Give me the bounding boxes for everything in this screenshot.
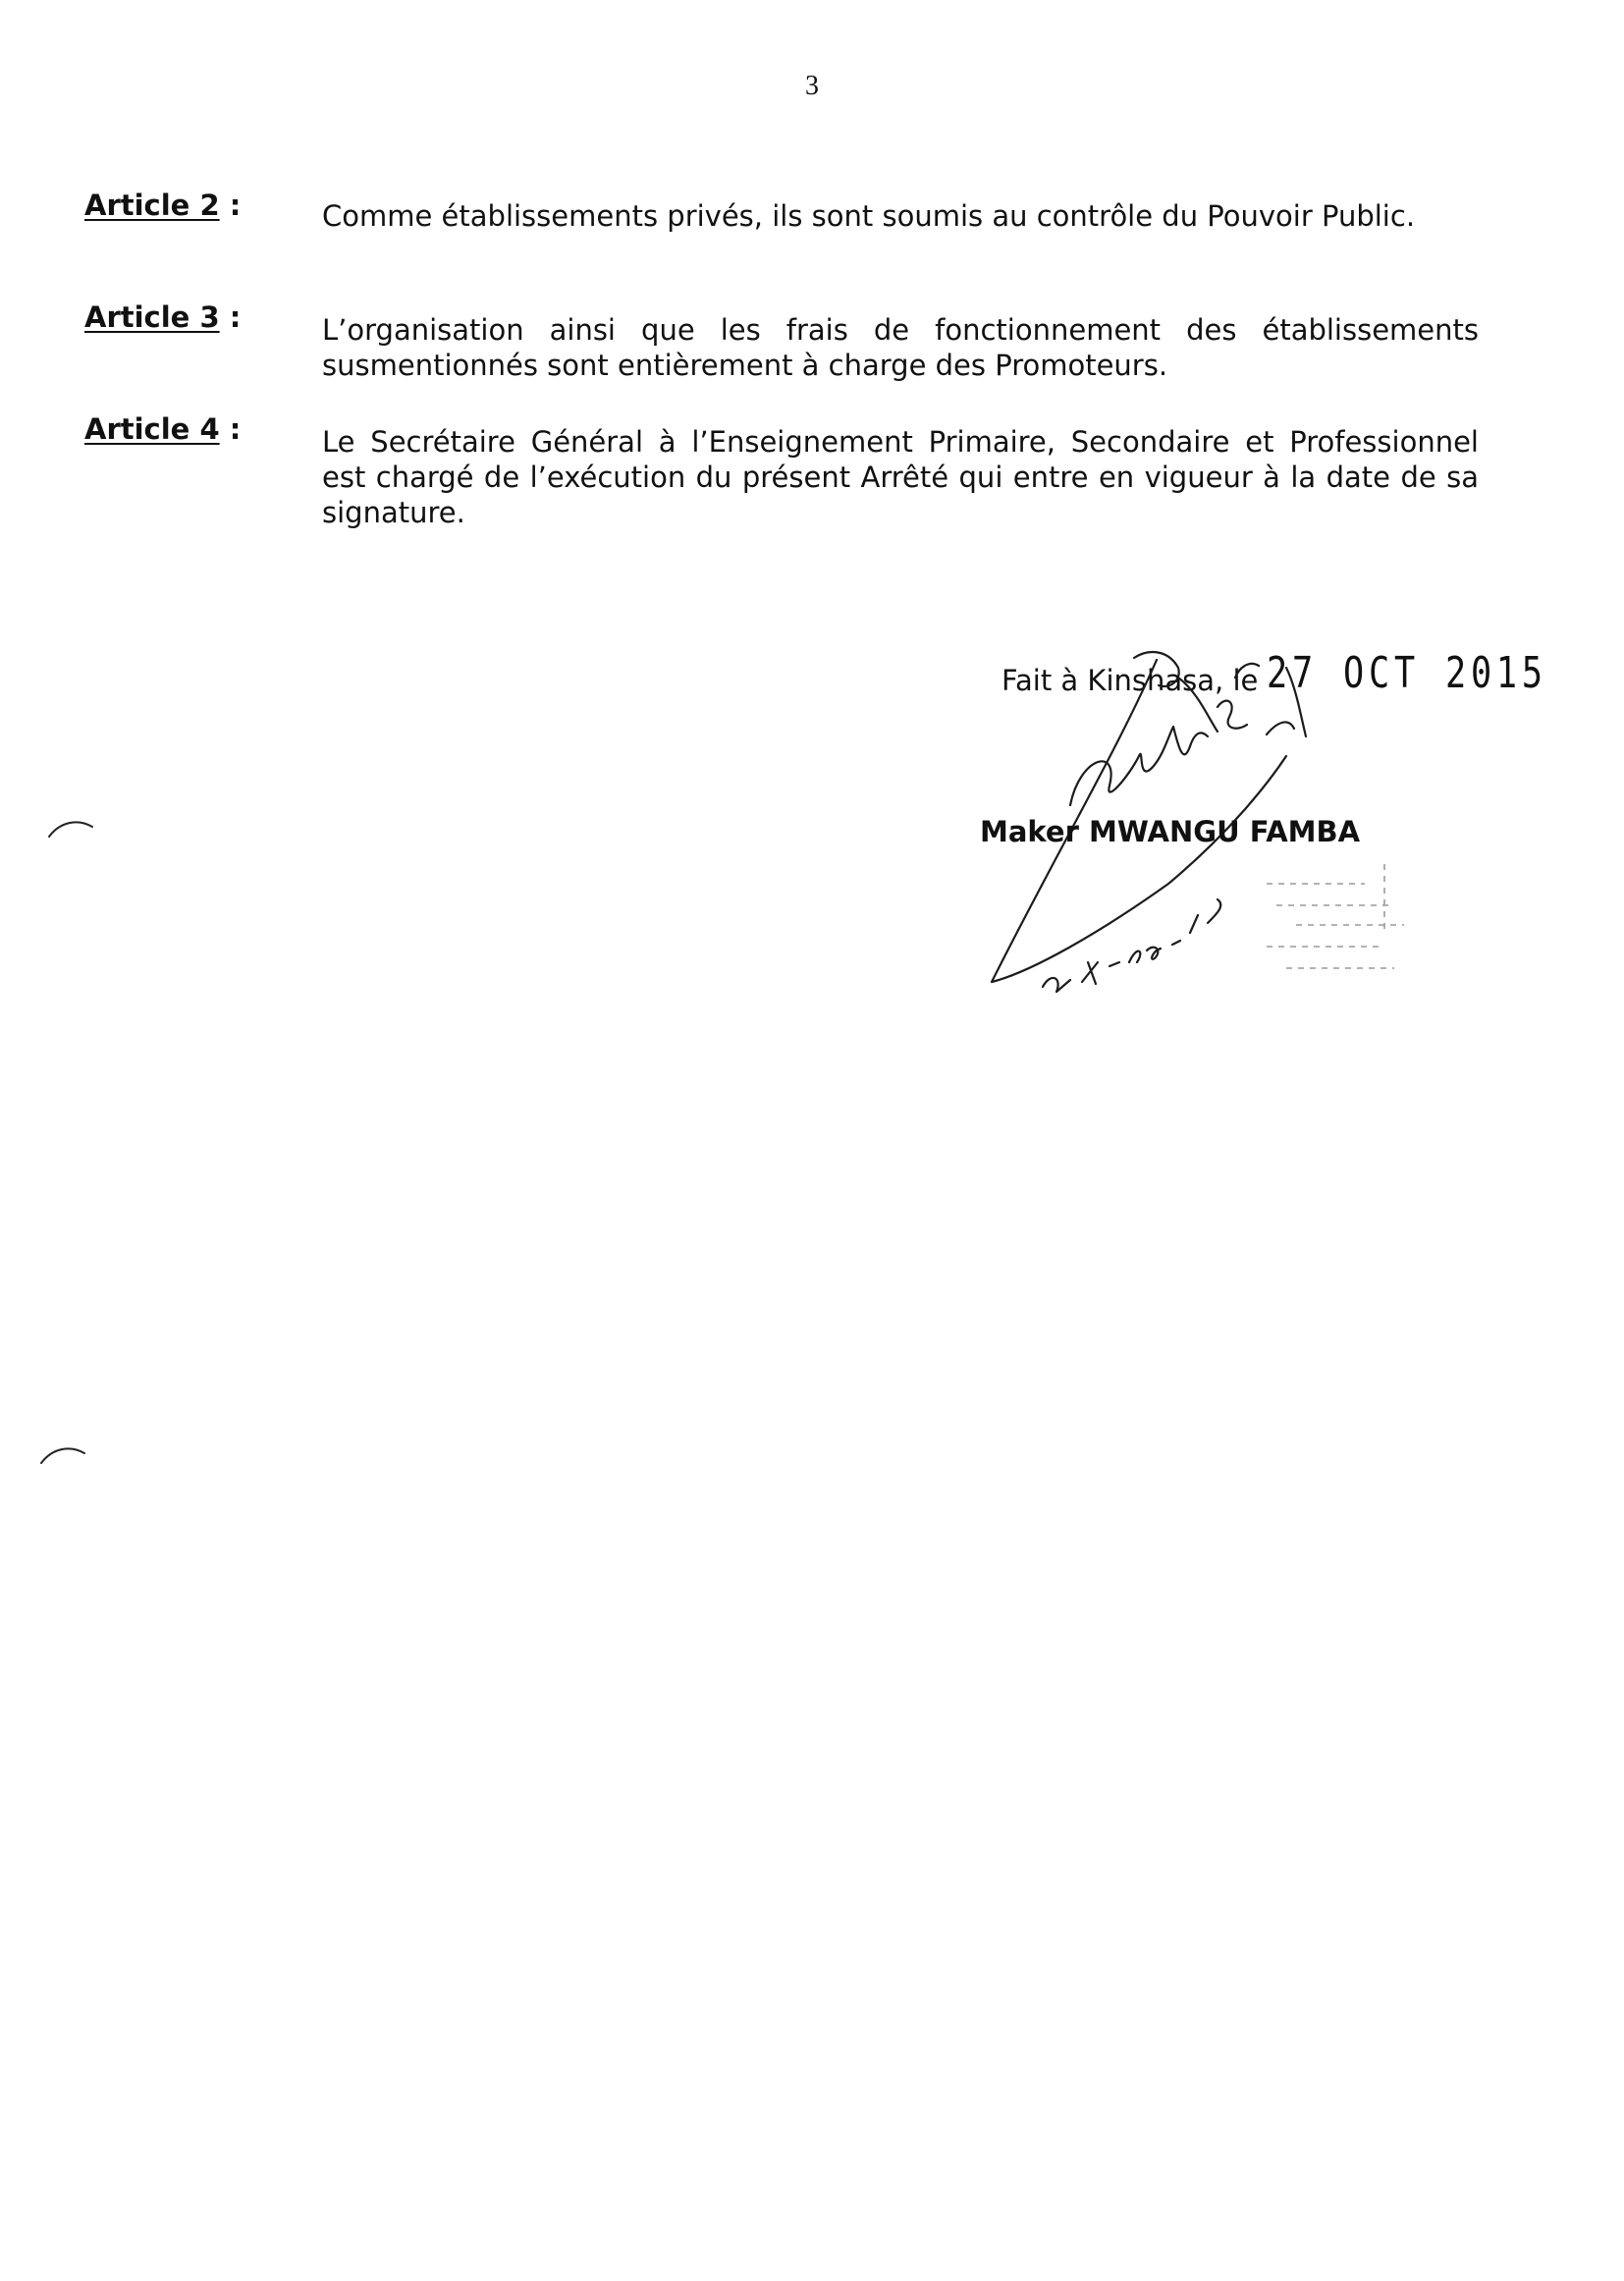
article-3-label-separator: : [219,300,242,334]
article-4-label-title: Article 4 [84,412,220,446]
article-2-label [84,189,241,222]
article-4-label [84,412,241,446]
page-number: 3 [805,71,819,101]
article-4-text: Le Secrétaire Général à l’Enseignement Primaire, Secondaire et Professionnel est chargé de l’exécution du présent Arrêté qui entre en vigueur à la date de sa signature. [322,425,1479,529]
signatory-name: Maker MWANGU FAMBA [980,815,1361,848]
date-stamp: 27 OCT 2015 [1267,648,1547,698]
scan-artifact-mark [37,1439,96,1469]
scan-artifact-mark [45,813,104,842]
place-and-date-line: Fait à Kinshasa, le [1001,664,1259,697]
article-2-label-separator: : [219,189,242,222]
article-3-text: L’organisation ainsi que les frais de fonctionnement des établissements susmentionnés sont entièrement à charge des Promoteurs. [322,313,1479,382]
article-3-label [84,300,241,334]
article-4-label-separator: : [219,412,242,446]
article-2-text: Comme établissements privés, ils sont soumis au contrôle du Pouvoir Public. [322,199,1416,233]
article-2-label-title: Article 2 [84,189,220,222]
article-3-label-title: Article 3 [84,300,220,334]
